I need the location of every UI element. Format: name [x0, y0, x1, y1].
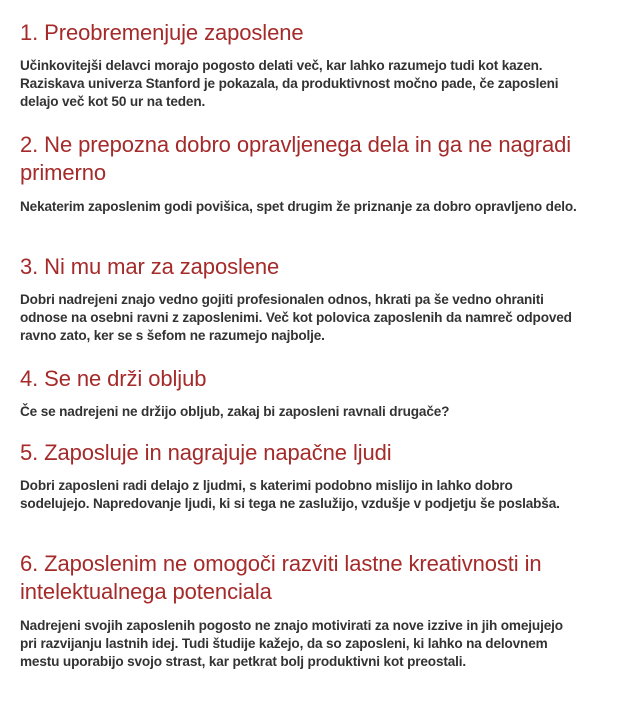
section-5 — [20, 439, 580, 513]
section-heading: 1. Preobremenjuje zaposlene — [20, 20, 304, 45]
section-6 — [20, 550, 580, 671]
section-2 — [20, 131, 580, 216]
section-heading: 5. Zaposluje in nagrajuje napačne ljudi — [20, 440, 392, 465]
section-4 — [20, 365, 449, 421]
section-paragraph: Nekaterim zaposlenim godi povišica, spet drugim že priznanje za dobro opravljeno delo. — [20, 199, 577, 214]
section-paragraph: Dobri nadrejeni znajo vedno gojiti profesionalen odnos, hkrati pa še vedno ohraniti odnose na osebni ravni z zaposlenimi. Več kot polovica zaposlenih da namreč odpoved ravno zato, ker se s šefom ne razumejo najbolje. — [20, 292, 572, 343]
section-paragraph: Dobri zaposleni radi delajo z ljudmi, s katerimi podobno mislijo in lahko dobro sodelujejo. Napredovanje ljudi, ki si tega ne zaslužijo, vzdušje v podjetju še poslabša. — [20, 478, 560, 511]
section-paragraph: Če se nadrejeni ne držijo obljub, zakaj bi zaposleni ravnali drugače? — [20, 404, 450, 419]
section-heading: 6. Zaposlenim ne omogoči razviti lastne kreativnosti in intelektualnega potenciala — [20, 551, 542, 604]
section-3 — [20, 253, 580, 345]
section-1 — [20, 19, 580, 111]
section-paragraph: Učinkovitejši delavci morajo pogosto delati več, kar lahko razumejo tudi kot kazen. Raziskava univerza Stanford je pokazala, da produktivnost močno pade, če zaposleni delajo več kot 50 ur na teden. — [20, 58, 559, 109]
section-paragraph: Nadrejeni svojih zaposlenih pogosto ne znajo motivirati za nove izzive in jih omejujejo pri razvijanju lastnih idej. Tudi študije kažejo, da so zaposleni, ki lahko na delovnem mestu uporabijo svojo strast, kar petkrat bolj produktivni kot preostali. — [20, 618, 563, 669]
section-heading: 3. Ni mu mar za zaposlene — [20, 254, 280, 279]
section-heading: 4. Se ne drži obljub — [20, 366, 207, 391]
section-heading: 2. Ne prepozna dobro opravljenega dela in ga ne nagradi primerno — [20, 132, 572, 185]
